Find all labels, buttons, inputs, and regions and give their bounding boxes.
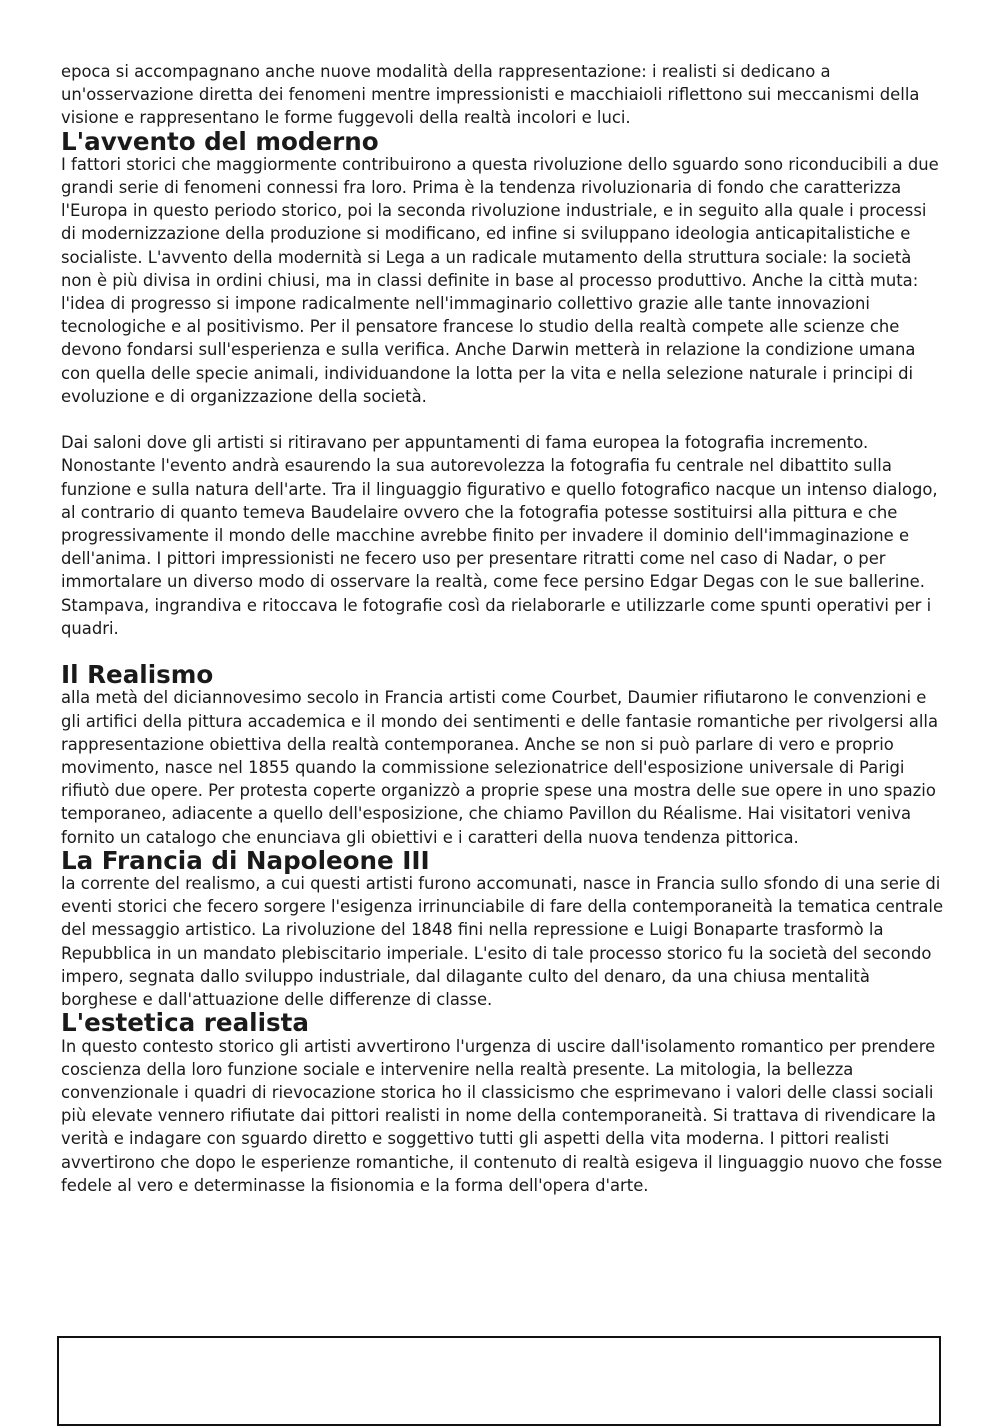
paragraph-fotografia: Dai saloni dove gli artisti si ritiravano per appuntamenti di fama europea la fotografia incremento. Nonostante l'evento andrà esaurendo la sua autorevolezza la fotografia fu centrale nel dibattito sulla funzione e sulla natura dell'arte. Tra il linguaggio figurativo e quello fotografico nacque un intenso dialogo, al contrario di quanto temeva Baudelaire ovvero che la fotografia potesse sostituirsi alla pittura e che progressivamente il mondo delle macchine avrebbe finito per invadere il dominio dell'immaginazione e dell'anima. I pittori impressionisti ne fecero uso per presentare ritratti come nel caso di Nadar, o per immortalare un diverso modo di osservare la realtà, come fece persino Edgar Degas con le sue ballerine. Stampava, ingrandiva e ritoccava le fotografie così da rielaborarle e utilizzarle come spunti operativi per i quadri. [61, 433, 938, 638]
paragraph-estetica-realista: In questo contesto storico gli artisti avvertirono l'urgenza di uscire dall'isolamento romantico per prendere coscienza della loro funzione sociale e intervenire nella realtà presente. La mitologia, la bellezza convenzionale i quadri di rievocazione storica ho il classicismo che esprimevano i valori delle classi sociali più elevate vennero rifiutate dai pittori realisti in nome della contemporaneità. Si trattava di rivendicare la verità e indagare con sguardo diretto e soggettivo tutti gli aspetti della vita moderna. I pittori realisti avvertirono che dopo le esperienze romantiche, il contenuto di realtà esigeva il linguaggio nuovo che fosse fedele al vero e determinasse la fisionomia e la forma dell'opera d'arte. [61, 1036, 943, 1195]
intro-paragraph: epoca si accompagnano anche nuove modalità della rappresentazione: i realisti si dedicano a un'osservazione diretta dei fenomeni mentre impressionisti e macchiaioli riflettono sui meccanismi della visione e rappresentano le forme fuggevoli della realtà incolori e luci. [61, 62, 920, 128]
paragraph-spacer [61, 408, 946, 431]
section-heading-francia-napoleone: La Francia di Napoleone III [61, 845, 430, 875]
paragraph-fattori-storici: I fattori storici che maggiormente contribuirono a questa rivoluzione dello sguardo sono riconducibili a due grandi serie di fenomeni connessi fra loro. Prima è la tendenza rivoluzionaria di fondo che caratterizza l'Europa in questo periodo storico, poi la seconda rivoluzione industriale, e in seguito alla quale i processi di modernizzazione della produzione si modificano, ed infine si sviluppano ideologia anticapitalistiche e socialiste. L'avvento della modernità si Lega a un radicale mutamento della struttura sociale: la società non è più divisa in ordini chiusi, ma in classi definite in base al processo produttivo. Anche la città muta: l'idea di progresso si impone radicalmente nell'immaginario collettivo grazie alle tante innovazioni tecnologiche e al positivismo. Per il pensatore francese lo studio della realtà compete alle scienze che devono fondarsi sull'esperienza e sulla verifica. Anche Darwin metterà in relazione la condizione umana con quella delle specie animali, individuandone la lotta per la vita e nella selezione naturale i principi di evoluzione e di organizzazione della società. [61, 154, 939, 406]
empty-bordered-box [57, 1336, 941, 1426]
section-heading-avvento-moderno: L'avvento del moderno [61, 126, 379, 156]
paragraph-realismo: alla metà del diciannovesimo secolo in Francia artisti come Courbet, Daumier rifiutarono le convenzioni e gli artifici della pittura accademica e il mondo dei sentimenti e delle fantasie romantiche per rivolgersi alla rappresentazione obiettiva della realtà contemporanea. Anche se non si può parlare di vero e proprio movimento, nasce nel 1855 quando la commissione selezionatrice dell'esposizione universale di Parigi rifiutò due opere. Per protesta coperte organizzò a proprie spese una mostra delle sue opere in uno spazio temporaneo, adiacente a quello dell'esposizione, che chiamo Pavillon du Réalisme. Hai visitatori veniva fornito un catalogo che enunciava gli obiettivi e i caratteri della nuova tendenza pittorica. [61, 688, 938, 847]
document-page [61, 60, 946, 1197]
section-heading-realismo: Il Realismo [61, 660, 214, 690]
section-heading-estetica-realista: L'estetica realista [61, 1008, 309, 1038]
paragraph-francia-napoleone: la corrente del realismo, a cui questi artisti furono accomunati, nasce in Francia sullo sfondo di una serie di eventi storici che fecero sorgere l'esigenza irrinunciabile di fare della contemporaneità la tematica centrale del messaggio artistico. La rivoluzione del 1848 fini nella repressione e Luigi Bonaparte trasformò la Repubblica in un mandato plebiscitario imperiale. L'esito di tale processo storico fu la società del secondo impero, segnata dallo sviluppo industriale, dal dilagante culto del denaro, da una chiusa mentalità borghese e dall'attuazione delle differenze di classe. [61, 874, 944, 1010]
